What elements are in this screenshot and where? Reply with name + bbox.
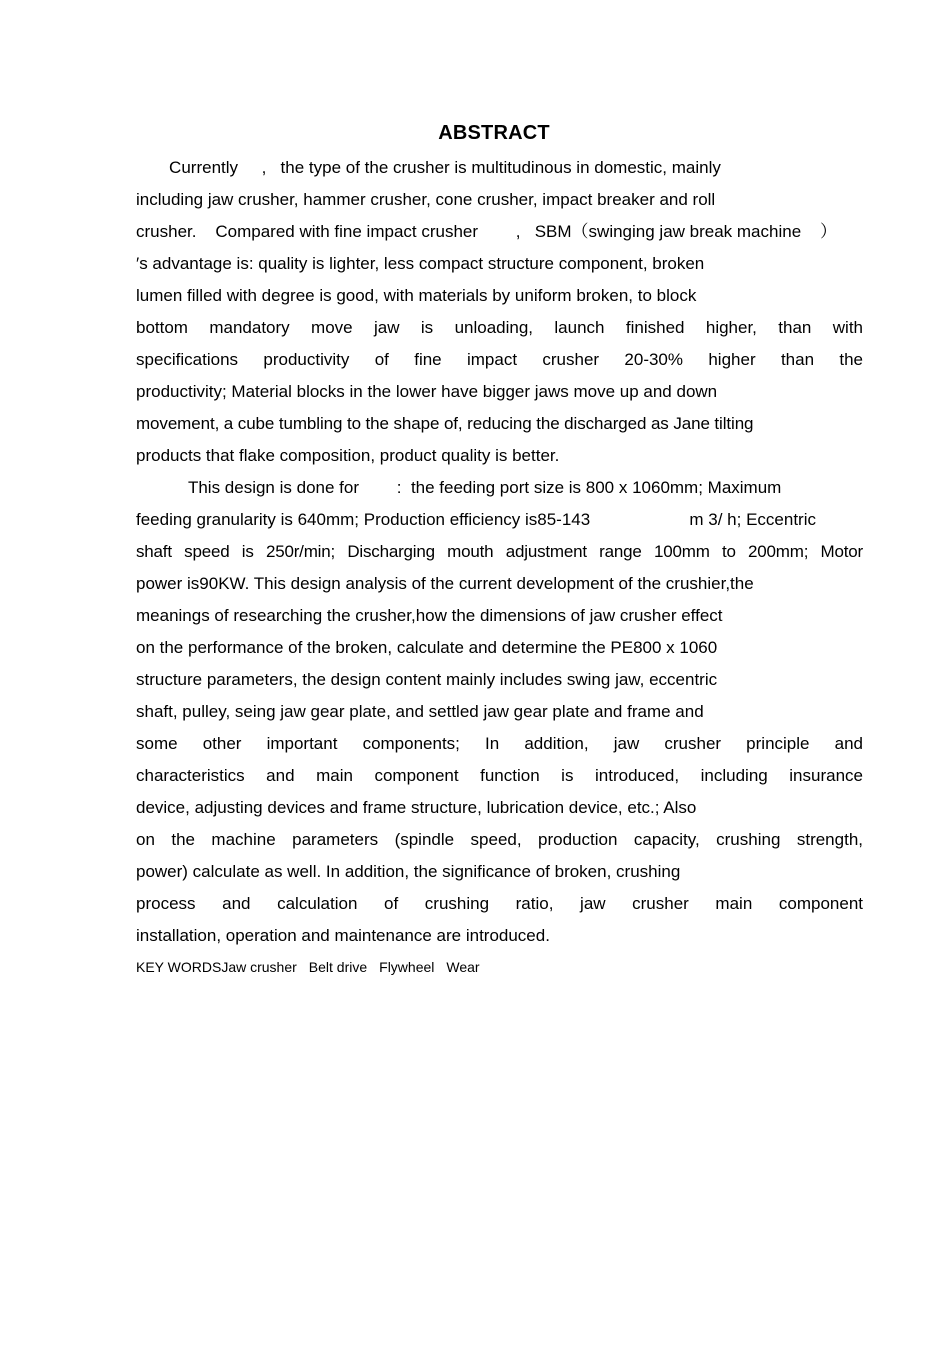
- keyword-item: Flywheel: [379, 959, 435, 975]
- abstract-title: ABSTRACT: [438, 122, 550, 144]
- text-line: process and calculation of crushing ratio, jaw crusher main component: [136, 894, 863, 913]
- text-line: power) calculate as well. In addition, the significance of broken, crushing: [136, 862, 681, 881]
- text-line: some other important components; In addition, jaw crusher principle and: [136, 734, 863, 753]
- abstract-paragraph-2: [136, 472, 863, 952]
- text-line: This design is done for : the feeding port size is 800 x 1060mm; Maximum: [136, 478, 782, 497]
- text-line: crusher. Compared with fine impact crusher , SBM（swinging jaw break machine ）: [136, 222, 838, 241]
- text-line: shaft, pulley, seing jaw gear plate, and settled jaw gear plate and frame and: [136, 702, 704, 721]
- text-line: characteristics and main component function is introduced, including insurance: [136, 766, 863, 785]
- text-line: ′s advantage is: quality is lighter, less compact structure component, broken: [136, 254, 705, 273]
- text-line: productivity; Material blocks in the lower have bigger jaws move up and down: [136, 382, 718, 401]
- text-line: on the performance of the broken, calculate and determine the PE800 x 1060: [136, 638, 718, 657]
- keyword-item: Belt drive: [308, 959, 368, 975]
- text-line: including jaw crusher, hammer crusher, cone crusher, impact breaker and roll: [136, 190, 716, 209]
- text-line: Currently , the type of the crusher is multitudinous in domestic, mainly: [136, 158, 721, 177]
- abstract-paragraph-1: [136, 152, 863, 472]
- text-line: shaft speed is 250r/min; Discharging mouth adjustment range 100mm to 200mm; Motor: [136, 542, 863, 561]
- text-line: movement, a cube tumbling to the shape of, reducing the discharged as Jane tilting: [136, 414, 754, 433]
- text-line: feeding granularity is 640mm; Production efficiency is85-143 m 3/ h; Eccentric: [136, 510, 816, 529]
- keyword-item: Jaw crusher: [221, 959, 297, 975]
- text-line: products that flake composition, product quality is better.: [136, 446, 560, 465]
- keyword-item: Wear: [446, 959, 480, 975]
- text-line: device, adjusting devices and frame structure, lubrication device, etc.; Also: [136, 798, 697, 817]
- text-line: power is90KW. This design analysis of the current development of the crushier,the: [136, 574, 754, 593]
- text-line: meanings of researching the crusher,how the dimensions of jaw crusher effect: [136, 606, 723, 625]
- text-line: on the machine parameters (spindle speed, production capacity, crushing strength,: [136, 830, 863, 849]
- text-line: installation, operation and maintenance are introduced.: [136, 926, 550, 945]
- text-line: bottom mandatory move jaw is unloading, launch finished higher, than with: [136, 318, 863, 337]
- keywords-line: [136, 956, 492, 978]
- text-line: lumen filled with degree is good, with materials by uniform broken, to block: [136, 286, 697, 305]
- text-line: specifications productivity of fine impact crusher 20-30% higher than the: [136, 350, 863, 369]
- keywords-label: KEY WORDS: [136, 959, 222, 975]
- text-line: structure parameters, the design content mainly includes swing jaw, eccentric: [136, 670, 718, 689]
